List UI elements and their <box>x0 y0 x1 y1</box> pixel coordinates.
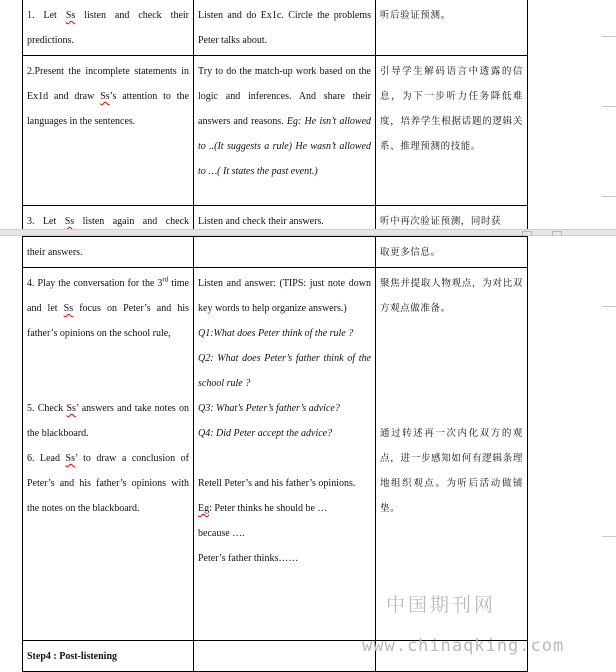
margin-mark <box>602 536 616 537</box>
example-line: Eg: Peter thinks he should be … <box>198 503 328 514</box>
watermark-url: www.chinaqking.com <box>362 636 565 656</box>
page-break <box>0 229 616 236</box>
question-3: Q3: What’s Peter’s father’s advice? <box>198 403 340 414</box>
father-thinks-line: Peter’s father thinks…… <box>198 553 299 564</box>
lesson-plan-table-part-1 <box>22 0 528 237</box>
student-activity-cell <box>194 641 376 672</box>
question-4: Q4: Did Peter accept the advice? <box>198 428 333 439</box>
step-5-text: 5. Check Ss’ answers and take notes on the blackboard. <box>27 403 189 439</box>
step-heading: Step4 : Post-listening <box>23 641 194 672</box>
table-row <box>23 56 528 206</box>
table-row <box>23 0 528 56</box>
document-page-1 <box>0 0 616 229</box>
step-4-text: 4. Play the conversation for the 3rd time and let Ss focus on Peter’s and his father’s opinions on the school rule, <box>27 275 190 339</box>
question-2: Q2: What does Peter’s father think of the school rule ? <box>198 353 371 389</box>
margin-mark <box>602 306 616 307</box>
example-text: Eg: He isn’t allowed to ..(It suggests a rule) He wasn’t allowed to …( It states the past event.) <box>198 116 372 177</box>
design-intent-cell: 听中再次验证预测，同时获 <box>376 206 528 237</box>
because-line: because …. <box>198 528 245 539</box>
design-intent-cell: 听后验证预测。 <box>376 0 528 56</box>
teacher-activity-cell <box>23 268 194 641</box>
margin-mark <box>602 106 616 107</box>
question-1: Q1:What does Peter think of the rule ? <box>198 328 354 339</box>
listen-answer-text: Listen and answer: (TIPS: just note down key words to help organize answers.) <box>198 278 371 314</box>
student-activity-cell: Try to do the match-up work based on the logic and inferences. And share their answers and reasons. Eg: He isn’t allowed to ..(It suggests a rule) He wasn’t allowed to …( It states the past event.) <box>194 56 376 206</box>
step-6-text: 6. Lead Ss’ to draw a conclusion of Peter’s and his father’s opinions with the notes on the blackboard. <box>27 453 189 514</box>
student-activity-cell: Listen and check their answers. <box>194 206 376 237</box>
design-intent-cell: 引导学生解码语言中透露的信息，为下一步听力任务降低难度，培养学生根据话题的逻辑关系、推理预测的技能。 <box>376 56 528 206</box>
margin-mark <box>602 196 616 197</box>
retell-text: Retell Peter’s and his father’s opinions. <box>198 478 356 489</box>
table-row <box>23 268 528 641</box>
teacher-activity-cell: 1. Let Ss listen and check their predictions. <box>23 0 194 56</box>
teacher-activity-cell: their answers. <box>23 237 194 268</box>
student-activity-cell <box>194 268 376 641</box>
student-activity-cell <box>194 237 376 268</box>
margin-mark <box>602 36 616 37</box>
document-page-2 <box>0 236 616 663</box>
student-activity-cell: Listen and do Ex1c. Circle the problems Peter talks about. <box>194 0 376 56</box>
design-intent-cell: 聚焦并提取人物观点，为对比双方观点做准备。 通过转述再一次内化双方的观点，进一步感知如何有逻辑条理地组织观点。为听后活动做铺垫。 <box>376 268 528 641</box>
teacher-activity-cell: 3. Let Ss listen again and check <box>23 206 194 237</box>
watermark-logo-text: 中国期刊网 <box>386 594 497 616</box>
design-intent-cell: 取更多信息。 <box>376 237 528 268</box>
table-row <box>23 237 528 268</box>
teacher-activity-cell: 2.Present the incomplete statements in Ex1d and draw Ss’s attention to the languages in the sentences. <box>23 56 194 206</box>
